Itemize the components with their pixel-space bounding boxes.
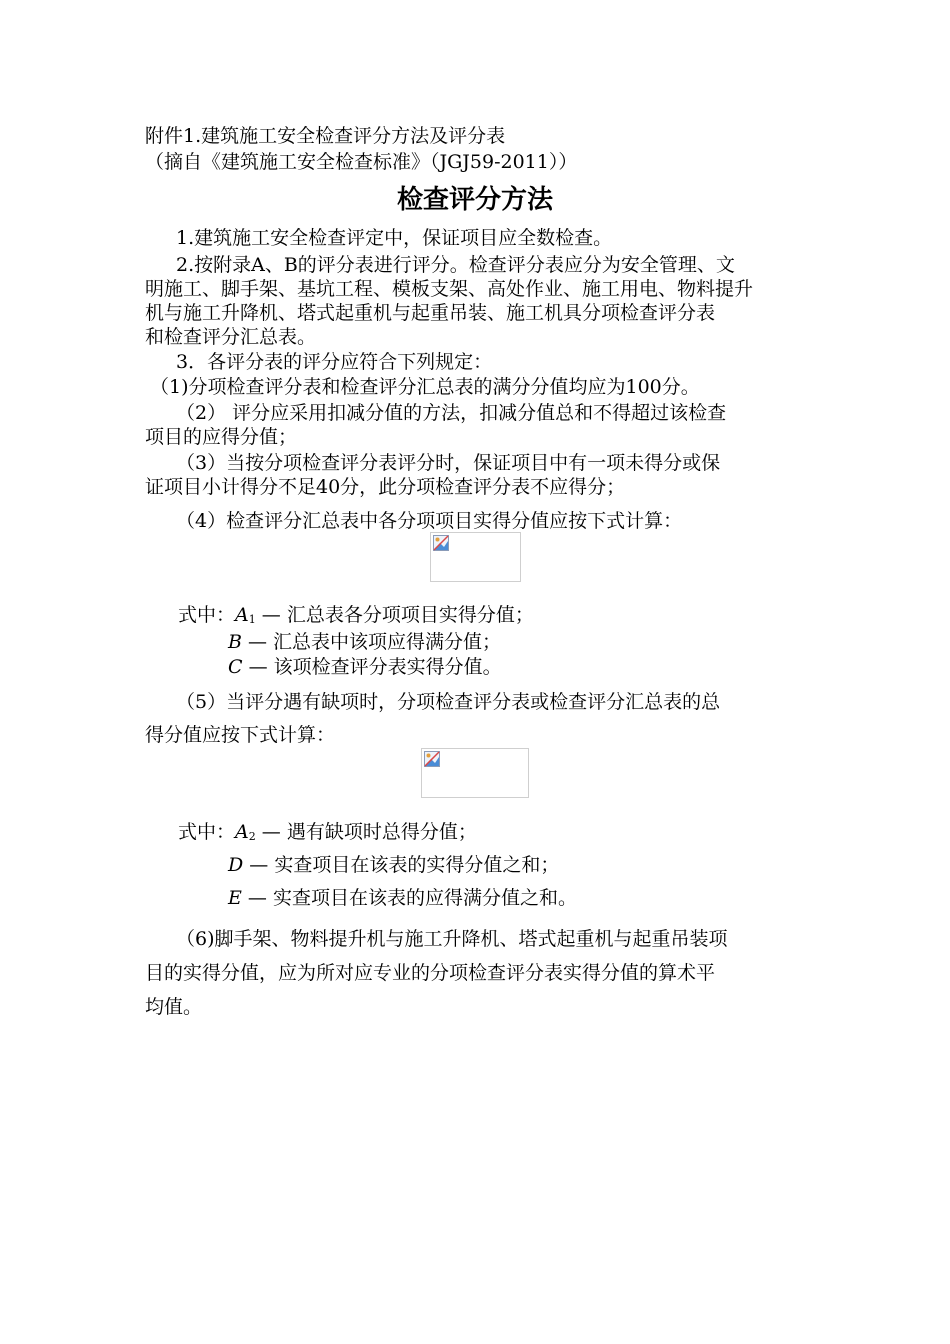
- definition-a2: 式中：A2 — 遇有缺项时总得分值；: [178, 821, 477, 843]
- page-title: 检查评分方法: [396, 185, 553, 215]
- rule-3-line-1: （3）当按分项检查评分表评分时，保证项目中有一项未得分或保: [176, 452, 721, 474]
- paragraph-3: 3．各评分表的评分应符合下列规定：: [176, 351, 493, 373]
- definition-b: B — 汇总表中该项应得满分值；: [228, 631, 502, 653]
- rule-5-line-1: （5）当评分遇有缺项时，分项检查评分表或检查评分汇总表的总: [176, 691, 721, 713]
- definition-d: D — 实查项目在该表的实得分值之和；: [228, 854, 560, 876]
- rule-2-line-1: （2） 评分应采用扣减分值的方法，扣减分值总和不得超过该检查: [176, 402, 727, 424]
- formula-image-1: [430, 532, 521, 582]
- rule-1: （1)分项检查评分表和检查评分汇总表的满分分值均应为100分。: [150, 376, 700, 398]
- broken-image-icon: [433, 535, 449, 551]
- paragraph-2-line-2: 明施工、脚手架、基坑工程、模板支架、高处作业、施工用电、物料提升: [145, 278, 754, 300]
- rule-5-line-2: 得分值应按下式计算：: [145, 724, 336, 746]
- rule-2-line-2: 项目的应得分值；: [145, 426, 298, 448]
- attachment-title: 附件1.建筑施工安全检查评分方法及评分表: [145, 125, 506, 147]
- source-note: （摘自《建筑施工安全检查标准》（JGJ59-2011））: [145, 151, 578, 173]
- rule-6-line-1: （6)脚手架、物料提升机与施工升降机、塔式起重机与起重吊装项: [176, 928, 728, 950]
- broken-image-icon: [424, 751, 440, 767]
- formula-image-2: [421, 748, 529, 798]
- paragraph-2-line-4: 和检查评分汇总表。: [145, 326, 317, 348]
- paragraph-2-line-1: 2.按附录A、B的评分表进行评分。检查评分表应分为安全管理、文: [176, 254, 735, 276]
- rule-3-line-2: 证项目小计得分不足40分，此分项检查评分表不应得分；: [145, 476, 626, 498]
- paragraph-2-line-3: 机与施工升降机、塔式起重机与起重吊装、施工机具分项检查评分表: [145, 302, 716, 324]
- rule-4: （4）检查评分汇总表中各分项项目实得分值应按下式计算：: [176, 510, 683, 532]
- rule-6-line-2: 目的实得分值，应为所对应专业的分项检查评分表实得分值的算术平: [145, 962, 716, 984]
- rule-6-line-3: 均值。: [145, 996, 203, 1018]
- definition-e: E — 实查项目在该表的应得满分值之和。: [228, 887, 577, 909]
- definition-c: C — 该项检查评分表实得分值。: [228, 656, 502, 678]
- definition-a1: 式中：A1 — 汇总表各分项项目实得分值；: [178, 604, 534, 626]
- paragraph-1: 1.建筑施工安全检查评定中，保证项目应全数检查。: [176, 227, 613, 249]
